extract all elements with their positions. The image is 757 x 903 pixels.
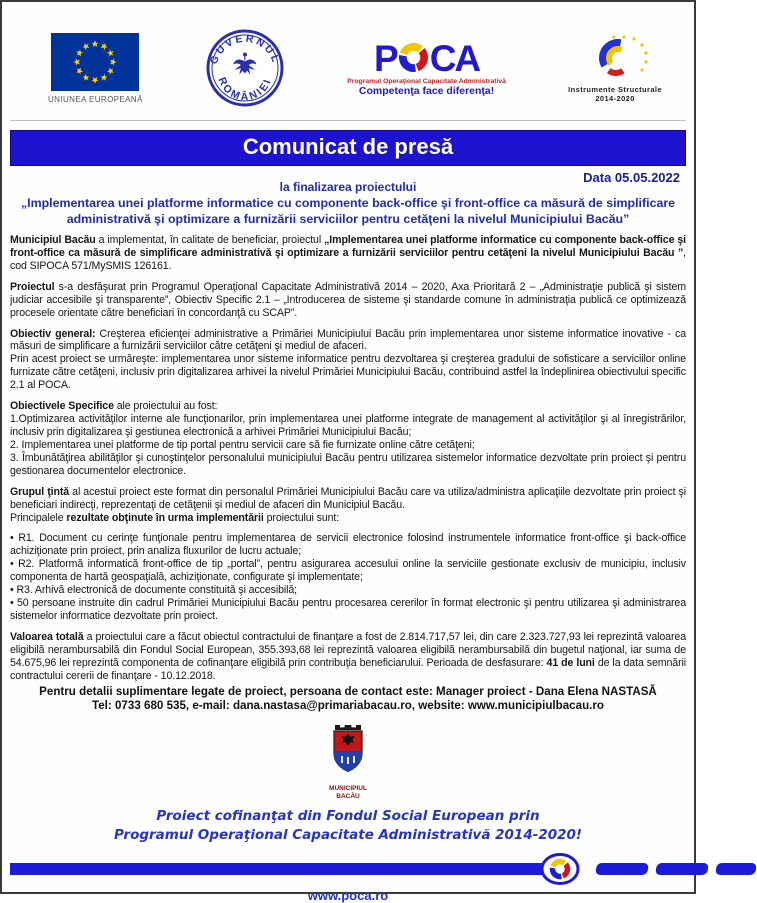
cofinance-line-2: Programul Operaţional Capacitate Administrativă 2014-2020! xyxy=(113,826,583,843)
poca-letters-ca: CA xyxy=(429,37,480,79)
logo-row xyxy=(10,6,686,121)
footer-bar-line xyxy=(10,863,550,875)
paragraph-beneficiary: Municipiul Bacău a implementat, în calitate de beneficiar, proiectul „Implementarea unei platforme informatice cu componente back-office şi front-office ca măsură de simplificare administrativă şi optimizare a furnizării serviciilor pentru cetăţeni la nivelul Municipiului Bacău ”, cod SIPOCA 571/MySMIS 126161. xyxy=(10,234,686,272)
result-item-r3: • R3. Arhivă electronică de documente constituită şi accesibilă; xyxy=(10,584,298,597)
arms-caption-line1: MUNICIPIUL xyxy=(329,784,367,792)
paragraph-program: Proiectul s-a desfăşurat prin Programul Operaţional Capacitate Administrativă 2014 – 2020, Axa Prioritară 2 – „Administraţie publică şi sistem judiciar accesibile şi transparente”, Obiectiv Specific 2.1 – „Introducerea de sisteme şi standarde comune în administraţia publică ce optimizează procesele orientate către beneficiari în concordanţă cu SCAP”. xyxy=(10,280,686,319)
result-item-r2: • R2. Platformă informatică front-office de tip „portal”, pentru asigurarea accesului online la serviciile gestionate exclusiv de municipiu, inclusiv componenta de hartă geospaţială, achiziţionate, configurate şi implementate; xyxy=(10,558,686,584)
arms-caption-line2: BACĂU xyxy=(336,793,360,801)
result-item-r1: • R1. Document cu cerinţe funţionale pentru implementarea de servicii electronice folosind instrumentele informatice front-office şi back-office achiziţionate prin proiect, prin analiza fluxurilor de lucru actuale; xyxy=(10,532,686,558)
contact-line-2: Tel: 0733 680 535, e-mail: dana.nastasa@primariabacau.ro, website: www.municipiulbacau.ro xyxy=(92,699,604,713)
footer-bar xyxy=(10,854,686,884)
page-title: Comunicat de presă xyxy=(242,134,454,159)
footer-bar-dash-2 xyxy=(655,863,709,875)
bacau-coat-of-arms-icon xyxy=(326,722,370,784)
footer-poca-emblem-icon xyxy=(538,854,582,884)
instr-caption-line2: 2014-2020 xyxy=(595,94,635,103)
footer-bar-dash-3 xyxy=(715,863,757,875)
objective-item-3: 3. Îmbunătăţirea abilităţilor şi cunoştinţelor personalului municipiului Bacău pentru utilizarea sistemelor informatice dezvoltate prin proiect şi pentru gestionarea documentelor electronice. xyxy=(10,451,686,477)
paragraph-target-group: Grupul ţintă al acestui proiect este format din personalul Primăriei Municipiului Bacău care va utiliza/administra aplicaţiile dezvoltate prin proiect şi beneficiari indirecţi, reprezentaţi de cetăţenii şi mediul de afaceri din Municipiul Bacău. xyxy=(10,485,686,511)
meta-block xyxy=(10,168,686,227)
objective-item-2: 2. Implementarea unei platforme de tip portal pentru servicii care să fie furnizate online către cetăţeni; xyxy=(10,438,475,451)
paragraph-total-value: Valoarea totală a proiectului care a făcut obiectul contractului de finanţare a fost de 2.814.717,57 lei, din care 2.323.727,93 lei reprezintă valoarea eligibilă nerambursabilă din Fondul Social European, 355.393,68 lei reprezintă valoarea eligibilă nerambursabilă din bugetul naţional, iar suma de 54.675,96 lei reprezintă componenta de cofinanţare eligibilă prin contribuţia beneficiarului. Perioada de desfasurare: 41 de luni de la data semnării contractului cererii de finanţare - 10.12.2018. xyxy=(10,630,687,682)
poca-letter-p: P xyxy=(374,37,397,79)
date-label: Data 05.05.2022 xyxy=(583,170,680,185)
instrumente-structurale-icon xyxy=(572,33,658,85)
instrumente-structurale-logo xyxy=(568,33,662,103)
gov-seal-bottom-text: ROMÂNIEI xyxy=(215,75,275,104)
contact-block xyxy=(10,685,686,714)
contact-line-1: Pentru detalii suplimentare legate de proiect, persoana de contact este: Manager proiect - Dana Elena NASTASĂ xyxy=(39,684,657,698)
poca-wordmark xyxy=(374,37,480,79)
eu-flag-icon xyxy=(51,33,139,91)
poca-logo xyxy=(347,37,506,97)
cofinance-line-1: Proiect cofinanţat din Fondul Social European prin xyxy=(156,808,540,825)
eu-flag-caption: UNIUNEA EUROPEANĂ xyxy=(48,94,143,104)
poca-subtitle: Programul Operaţional Capacitate Administrativă xyxy=(347,77,506,85)
eu-flag-logo xyxy=(48,33,143,104)
subtitle: la finalizarea proiectului xyxy=(279,180,417,194)
body-text xyxy=(10,234,686,683)
objective-item-1: 1.Optimizarea activităţilor interne ale funcţionarilor, prin implementarea unei platforme integrate de management al activităţilor şi al înregistrărilor, inclusiv prin digitalizarea şi gestiunea electronică a arhivei Primăriei Municipiului Bacău; xyxy=(10,413,686,438)
cofinance-note xyxy=(10,807,686,843)
instr-caption-line1: Instrumente Structurale xyxy=(568,85,662,94)
bacau-coat-of-arms xyxy=(10,722,686,801)
paragraph-results-head: Principalele rezultate obţinute în urma implementării proiectului sunt: xyxy=(10,511,340,524)
title-bar xyxy=(10,130,686,166)
guvernul-romaniei-seal-icon xyxy=(205,27,285,109)
paragraph-objectives-head: Obiectivele Specifice ale proiectului au fost: xyxy=(10,400,218,413)
poca-tagline: Competenţa face diferenţa! xyxy=(358,84,495,97)
footer-bar-dash-1 xyxy=(595,863,649,875)
guvernul-romaniei-logo xyxy=(205,27,285,109)
poca-website: www.poca.ro xyxy=(307,887,389,903)
paragraph-objective-general: Obiectiv general: Creşterea eficienţei administrative a Primăriei Municipiului Bacău prin implementarea unor sisteme informatice inovative - ca măsuri de simplificare a furnizării serviciilor către cetăţeni şi mediul de afaceri. xyxy=(10,327,686,353)
project-title: „Implementarea unei platforme informatice cu componente back-office şi front-office ca măsură de simplificare administrativă şi optimizare a furnizării serviciilor pentru cetăţeni la nivelul Municipiului Bacău” xyxy=(20,196,676,226)
result-item-training: • 50 persoane instruite din cadrul Primăriei Municipiului Bacău pentru procesarea cererilor în format electronic şi pentru utilizarea şi administrarea sistemelor informatice dezvoltate prin proiect. xyxy=(10,597,686,622)
gov-seal-top-text: GUVERNUL xyxy=(207,32,283,67)
paragraph-objective-detail: Prin acest proiect se urmăreşte: implementarea unor sisteme informatice pentru dezvoltarea şi creşterea gradului de sofisticare a serviciilor online furnizate către cetăţeni, inclusiv prin digitalizarea arhivei la nivelul Primăriei Municipiului Bacău, contribuind astfel la îndeplinirea obiectivului specific 2.1 al POCA. xyxy=(10,353,686,392)
poca-o-emblem-icon xyxy=(398,42,429,73)
